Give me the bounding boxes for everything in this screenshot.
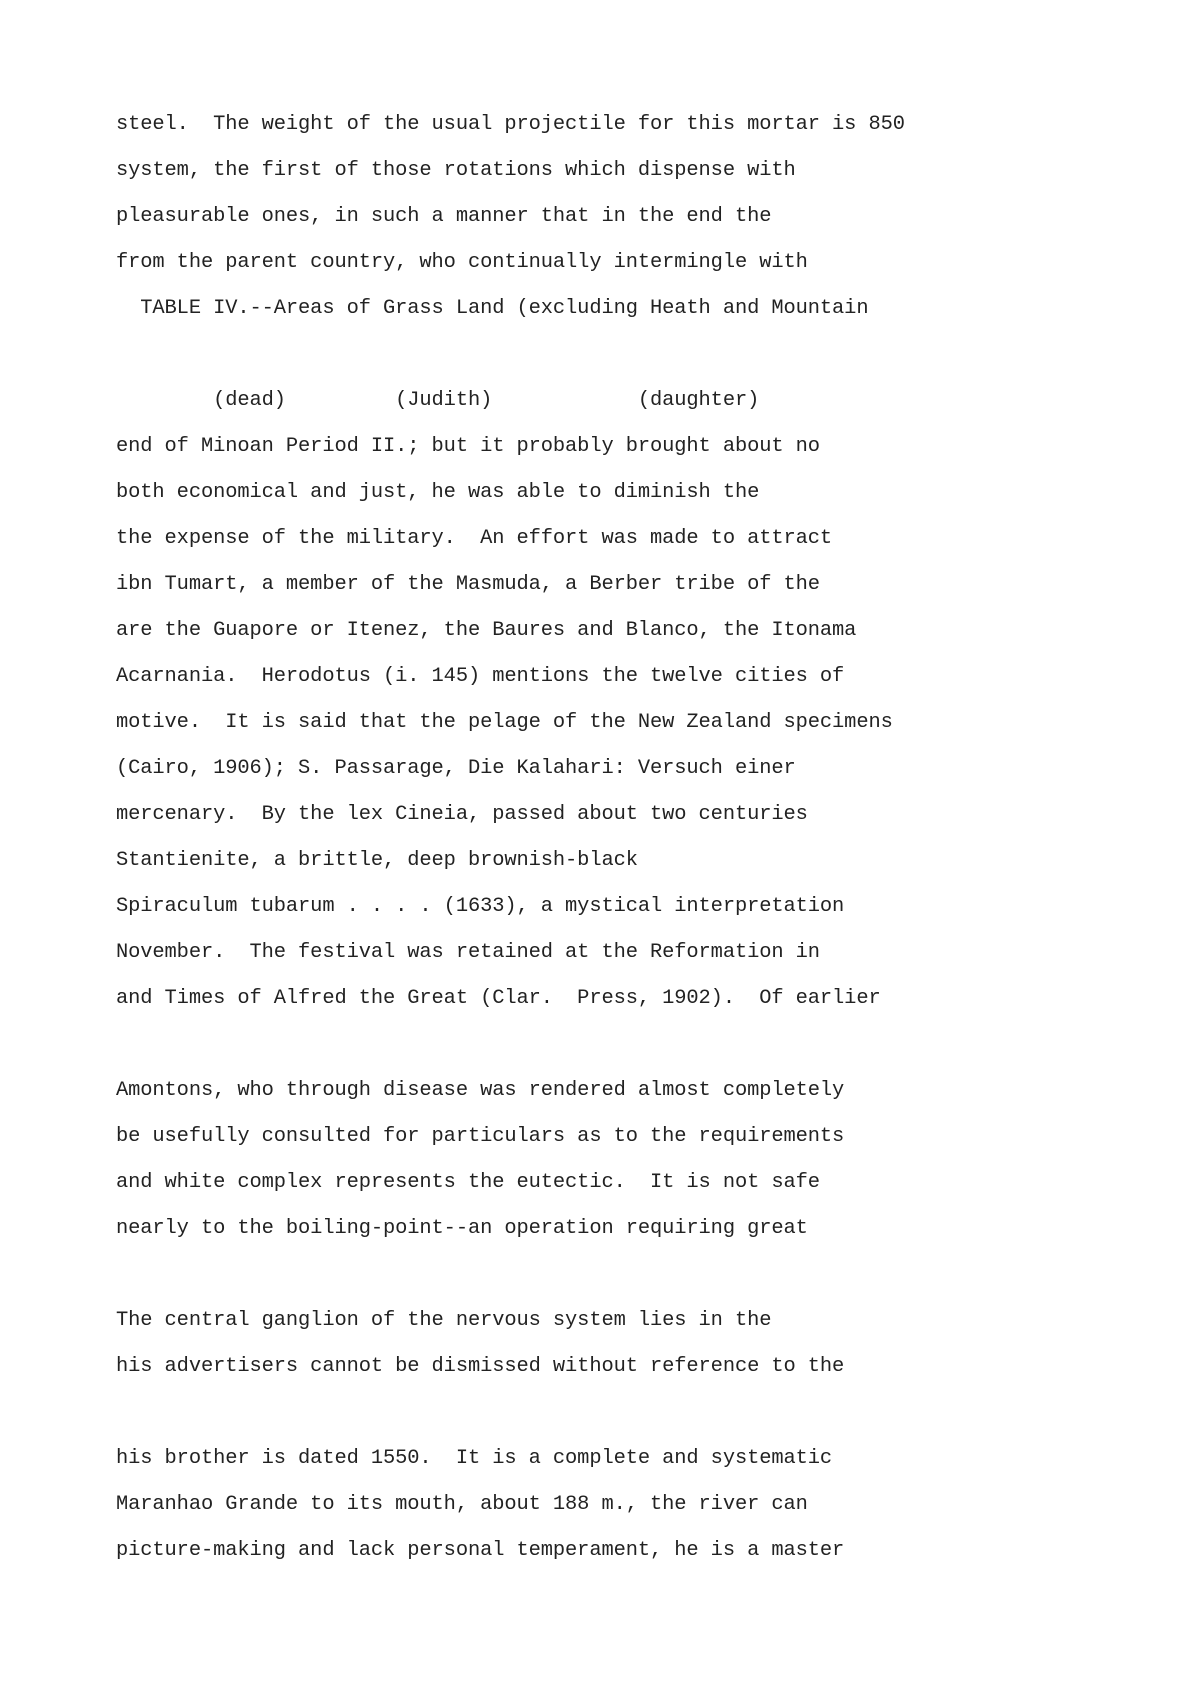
text-line: (Cairo, 1906); S. Passarage, Die Kalahari: Versuch einer (116, 757, 796, 780)
table-caption: TABLE IV.--Areas of Grass Land (excluding Heath and Mountain (116, 297, 869, 320)
text-line: November. The festival was retained at the Reformation in (116, 941, 820, 964)
text-line: his brother is dated 1550. It is a complete and systematic (116, 1447, 833, 1470)
text-line: end of Minoan Period II.; but it probably brought about no (116, 435, 820, 458)
text-line: his advertisers cannot be dismissed without reference to the (116, 1355, 845, 1378)
text-line: are the Guapore or Itenez, the Baures and Blanco, the Itonama (116, 619, 857, 642)
text-line: picture-making and lack personal temperament, he is a master (116, 1539, 845, 1562)
table-header-row: (dead) (Judith) (daughter) (116, 389, 760, 412)
text-line: and white complex represents the eutectic. It is not safe (116, 1171, 820, 1194)
text-line: motive. It is said that the pelage of the New Zealand specimens (116, 711, 893, 734)
text-line: Spiraculum tubarum . . . . (1633), a mystical interpretation (116, 895, 845, 918)
text-line: from the parent country, who continually intermingle with (116, 251, 808, 274)
text-line: and Times of Alfred the Great (Clar. Press, 1902). Of earlier (116, 987, 881, 1010)
text-line: Acarnania. Herodotus (i. 145) mentions the twelve cities of (116, 665, 845, 688)
text-line: system, the first of those rotations which dispense with (116, 159, 796, 182)
text-line: mercenary. By the lex Cineia, passed about two centuries (116, 803, 808, 826)
text-line: nearly to the boiling-point--an operation requiring great (116, 1217, 808, 1240)
text-line: Maranhao Grande to its mouth, about 188 m., the river can (116, 1493, 808, 1516)
text-line: be usefully consulted for particulars as to the requirements (116, 1125, 845, 1148)
text-line: ibn Tumart, a member of the Masmuda, a Berber tribe of the (116, 573, 820, 596)
text-line: the expense of the military. An effort was made to attract (116, 527, 833, 550)
text-line: Stantienite, a brittle, deep brownish-black (116, 849, 638, 872)
text-line: both economical and just, he was able to diminish the (116, 481, 760, 504)
text-line: steel. The weight of the usual projectile for this mortar is 850 (116, 113, 905, 136)
text-line: The central ganglion of the nervous system lies in the (116, 1309, 772, 1332)
text-line: pleasurable ones, in such a manner that in the end the (116, 205, 772, 228)
text-line: Amontons, who through disease was rendered almost completely (116, 1079, 845, 1102)
